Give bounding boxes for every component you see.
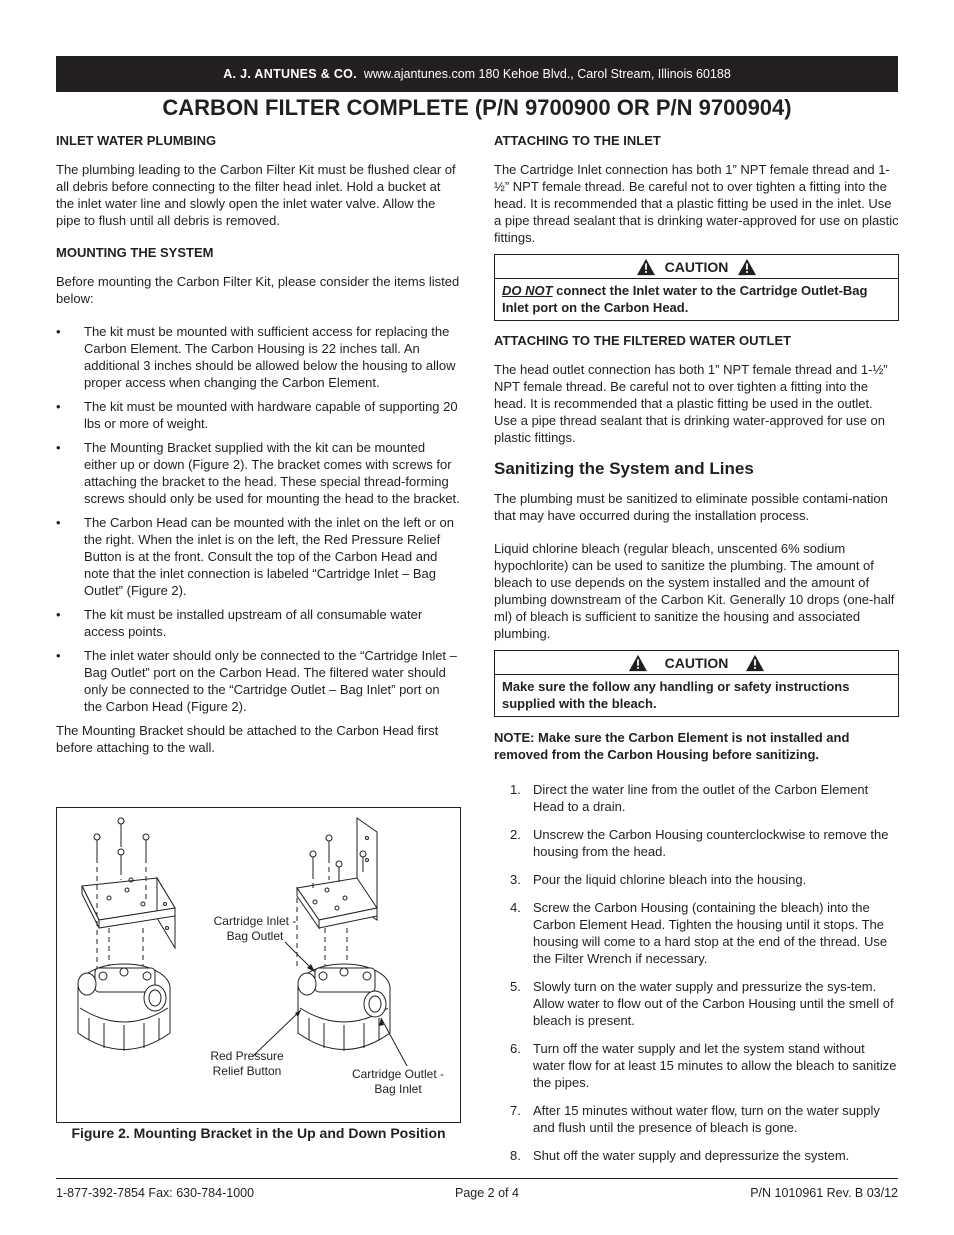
caution-body (495, 279, 898, 320)
figure-caption: Figure 2. Mounting Bracket in the Up and Down Position (71, 1125, 446, 1141)
step-number: 1. (510, 782, 521, 797)
company-name: A. J. ANTUNES & CO. (223, 67, 357, 81)
label-cartridge-inlet: Cartridge Inlet - Bag Outlet (213, 914, 297, 943)
step-number: 7. (510, 1103, 521, 1118)
list-item: • The Carbon Head can be mounted with the inlet on the left or on the right. When the inlet is on the left, the Red Pressure Relief Button is at the front. Consult the top of the Carbon Head and note that the inlet connection is labeled “Cartridge Inlet – Bag Outlet” (Figure 2). (56, 514, 461, 599)
mount-heading: MOUNTING THE SYSTEM (56, 245, 214, 260)
label-cartridge-outlet: Cartridge Outlet - Bag Inlet (351, 1067, 445, 1096)
caution-body: Make sure the follow any handling or safety instructions supplied with the bleach. (502, 679, 850, 711)
caution-text: connect the Inlet water to the Cartridge Outlet-Bag Inlet port on the Carbon Head. (502, 283, 868, 315)
caution-header (495, 651, 898, 675)
step-text: Turn off the water supply and let the system stand without water flow for at least 15 minutes to allow the bleach to sanitize the pipes. (533, 1041, 897, 1090)
caution-header (495, 255, 898, 279)
step-number: 8. (510, 1148, 521, 1163)
footer-phone: 1-877-392-7854 Fax: 630-784-1000 (56, 1186, 255, 1200)
step-number: 6. (510, 1041, 521, 1056)
list-item (494, 781, 899, 815)
step-number: 3. (510, 872, 521, 887)
header-bar (56, 56, 898, 92)
left-column (56, 130, 461, 772)
step-text: Unscrew the Carbon Housing counterclockwise to remove the housing from the head. (533, 827, 889, 859)
bracket-text: The Mounting Bracket should be attached to the Carbon Head first before attaching to the wall. (56, 723, 439, 755)
footer-page-number: Page 2 of 4 (455, 1186, 519, 1200)
mount-list (56, 323, 461, 715)
list-item: • The kit must be installed upstream of all consumable water access points. (56, 606, 461, 640)
step-number: 4. (510, 900, 521, 915)
warning-icon (746, 654, 764, 672)
list-item: • The Mounting Bracket supplied with the kit can be mounted either up or down (Figure 2). The bracket comes with screws for attaching the bracket to the head. These special thread-forming screws should only be used for mounting the head to the bracket. (56, 439, 461, 507)
attach-inlet-text: The Cartridge Inlet connection has both 1” NPT female thread and 1-½” NPT female thread. Be careful not to over tighten a fitting into the head. It is recommended that a plastic fitting be used in the inlet. Use a pipe thread sealant that is drinking water-approved for use on plastic fittings. (494, 162, 899, 245)
mount-intro: Before mounting the Carbon Filter Kit, please consider the items listed below: (56, 274, 460, 306)
list-item: • The inlet water should only be connected to the “Cartridge Inlet – Bag Outlet” port on the Carbon Head. The filtered water should only be connected to the “Cartridge Outlet – Bag Inlet” port on the Carbon Head (Figure 2). (56, 647, 461, 715)
list-item (494, 899, 899, 967)
step-number: 2. (510, 827, 521, 842)
warning-icon (738, 258, 756, 276)
list-item (494, 871, 899, 888)
attach-outlet-heading: ATTACHING TO THE FILTERED WATER OUTLET (494, 333, 792, 348)
page-title: CARBON FILTER COMPLETE (P/N 9700900 OR P/N 9700904) (162, 95, 792, 120)
company-contact: www.ajantunes.com 180 Kehoe Blvd., Carol Stream, Illinois 60188 (363, 67, 731, 81)
sanitize-paragraph-1: The plumbing must be sanitized to eliminate possible contami-nation that may have occurred during the installation process. (494, 491, 888, 523)
footer-part-number: P/N 1010961 Rev. B 03/12 (750, 1186, 898, 1200)
inlet-heading: INLET WATER PLUMBING (56, 133, 217, 148)
sanitize-steps (494, 781, 899, 1164)
right-column (494, 130, 899, 1175)
list-item (494, 1102, 899, 1136)
list-item (494, 1147, 899, 1164)
sanitize-paragraph-2: Liquid chlorine bleach (regular bleach, unscented 6% sodium hypochlorite) can be used to sanitize the plumbing. The amount of bleach to use depends on the system installed and the amount of plumbing downstream of the Carbon Kit. Generally 10 drops (one-half ml) of bleach is sufficient to sanitize the housing and associated plumbing. (494, 541, 895, 641)
list-item (494, 826, 899, 860)
list-item (494, 978, 899, 1029)
list-item: • The kit must be mounted with hardware capable of supporting 20 lbs or more of weight. (56, 398, 461, 432)
step-text: Direct the water line from the outlet of the Carbon Element Head to a drain. (533, 782, 869, 814)
caution-title: CAUTION (664, 654, 729, 671)
caution-emphasis: DO NOT (502, 283, 553, 298)
step-text: Shut off the water supply and depressurize the system. (533, 1148, 850, 1163)
attach-inlet-heading: ATTACHING TO THE INLET (494, 133, 661, 148)
warning-icon (629, 654, 647, 672)
sanitize-heading: Sanitizing the System and Lines (494, 459, 754, 478)
step-text: Slowly turn on the water supply and pressurize the sys-tem. Allow water to flow out of the Carbon Housing until the smell of bleach is present. (533, 979, 894, 1028)
caution-box-inlet (494, 254, 899, 321)
step-text: Screw the Carbon Housing (containing the bleach) into the Carbon Element Head. Tighten the housing until it stops. The housing will come to a hard stop at the end of the thread. Use the Filter Wrench if necessary. (533, 900, 888, 966)
sanitize-note: NOTE: Make sure the Carbon Element is not installed and removed from the Carbon Housing before sanitizing. (494, 730, 850, 762)
footer-divider (56, 1178, 898, 1179)
label-pressure-relief: Red Pressure Relief Button (210, 1049, 284, 1078)
list-item: • The kit must be mounted with sufficient access for replacing the Carbon Element. The Carbon Housing is 22 inches tall. An additional 3 inches should be allowed below the housing to allow proper access when changing the Carbon Element. (56, 323, 461, 391)
attach-outlet-text: The head outlet connection has both 1” NPT female thread and 1-½” NPT female thread. Be careful not to over tighten a fitting into the head. It is recommended that a plastic fitting be used in the outlet. Use a pipe thread sealant that is drinking water-approved for use on plastic fittings. (494, 362, 888, 445)
list-item (494, 1040, 899, 1091)
step-text: After 15 minutes without water flow, turn on the water supply and flush until the presence of bleach is gone. (533, 1103, 880, 1135)
figure-mounting-bracket (56, 807, 461, 1123)
warning-icon (637, 258, 655, 276)
step-number: 5. (510, 979, 521, 994)
caution-title: CAUTION (664, 258, 729, 275)
step-text: Pour the liquid chlorine bleach into the housing. (533, 872, 807, 887)
caution-box-bleach (494, 650, 899, 717)
inlet-text: The plumbing leading to the Carbon Filter Kit must be flushed clear of all debris before connecting to the filter head inlet. Hold a bucket at the inlet water line and slowly open the inlet water valve. Allow the pipe to flush until all debris is removed. (56, 162, 456, 228)
